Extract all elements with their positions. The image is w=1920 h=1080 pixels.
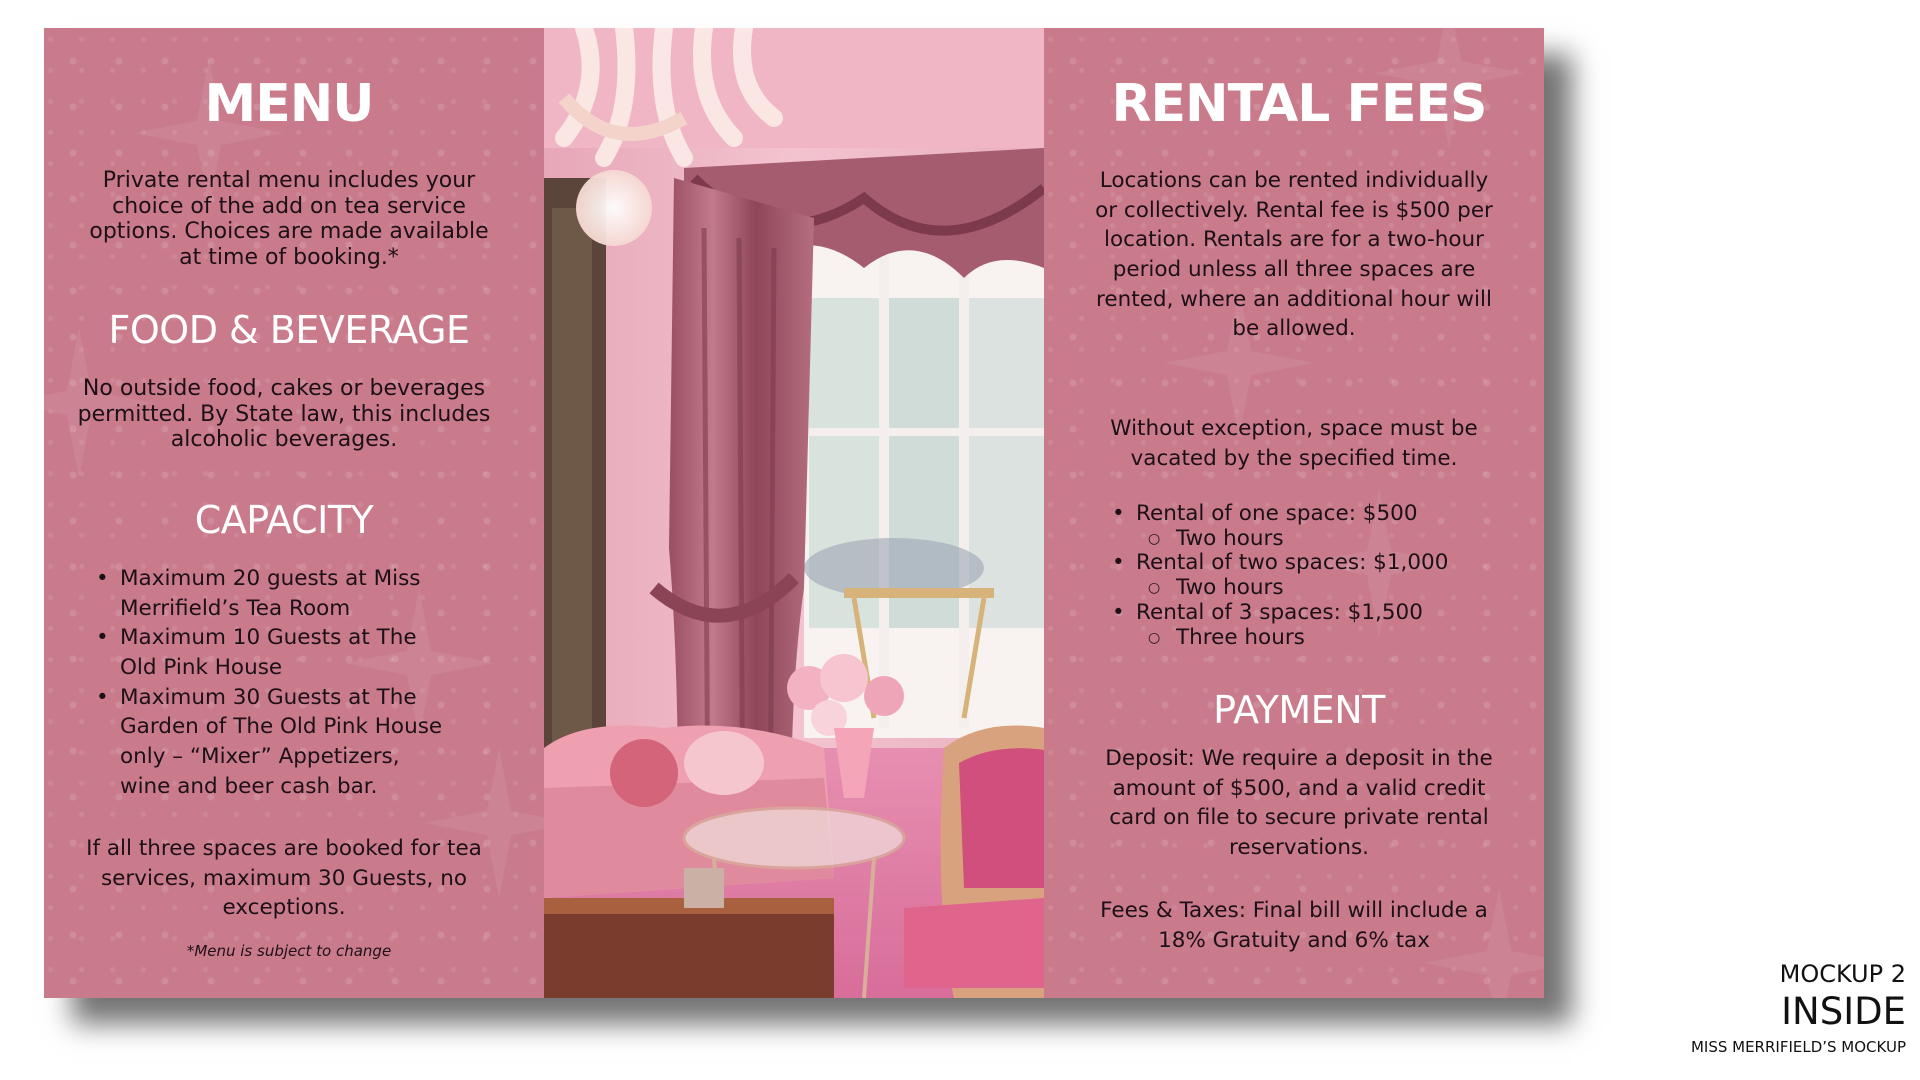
- mockup-number: MOCKUP 2: [1779, 960, 1906, 988]
- food-beverage-heading: FOOD & BEVERAGE: [108, 308, 470, 352]
- capacity-item: • Maximum 10 Guests at The Old Pink House: [90, 623, 450, 682]
- fee-label: Rental of 3 spaces: $1,500: [1136, 599, 1423, 625]
- fee-duration: ○ Two hours: [1136, 576, 1486, 601]
- rental-exception: Without exception, space must be vacated by the specified time.: [1110, 416, 1478, 471]
- brochure-spread: [44, 28, 1544, 998]
- capacity-heading: CAPACITY: [194, 498, 374, 542]
- mockup-name: MISS MERRIFIELD’S MOCKUP: [1690, 1038, 1906, 1056]
- tea-room-photo: [544, 28, 1044, 998]
- capacity-note: If all three spaces are booked for tea services, maximum 30 Guests, no exceptions.: [86, 836, 482, 921]
- menu-intro: Private rental menu includes your choice of the add on tea service options. Choices are made available at time of booking.*: [89, 168, 489, 271]
- payment-deposit: Deposit: We require a deposit in the amount of $500, and a valid credit card on file to secure private rental reservations.: [1105, 746, 1493, 860]
- menu-panel: [44, 28, 544, 998]
- fee-duration: ○ Two hours: [1136, 527, 1486, 552]
- fees-list: [1106, 502, 1486, 650]
- tea-room-illustration: [544, 28, 1044, 998]
- fee-label: Rental of one space: $500: [1136, 501, 1418, 526]
- menu-footnote: *Menu is subject to change: [186, 942, 392, 960]
- capacity-list: [90, 564, 450, 801]
- fee-duration: ○ Three hours: [1136, 626, 1486, 651]
- fee-item: [1106, 502, 1486, 551]
- rental-fees-title: RENTAL FEES: [1111, 74, 1487, 134]
- mockup-label: INSIDE: [1781, 990, 1906, 1033]
- fee-item: [1106, 551, 1486, 600]
- capacity-item: • Maximum 30 Guests at The Garden of The Old Pink House only – “Mixer” Appetizers, wine and beer cash bar.: [90, 683, 450, 802]
- fee-label: Rental of two spaces: $1,000: [1136, 550, 1449, 576]
- fee-item: [1106, 601, 1486, 650]
- payment-heading: PAYMENT: [1213, 688, 1385, 732]
- payment-taxes: Fees & Taxes: Final bill will include a 18% Gratuity and 6% tax: [1100, 898, 1488, 953]
- food-beverage-text: No outside food, cakes or beverages permitted. By State law, this includes alcoholic beverages.: [77, 376, 491, 453]
- rental-fees-panel: [1044, 28, 1544, 998]
- menu-title: MENU: [204, 74, 374, 134]
- rental-intro: Locations can be rented individually or collectively. Rental fee is $500 per location. Rentals are for a two-hour period unless all three spaces are rented, where an additional hour will be allowed.: [1095, 168, 1493, 342]
- capacity-item: • Maximum 20 guests at Miss Merrifield’s Tea Room: [90, 564, 450, 623]
